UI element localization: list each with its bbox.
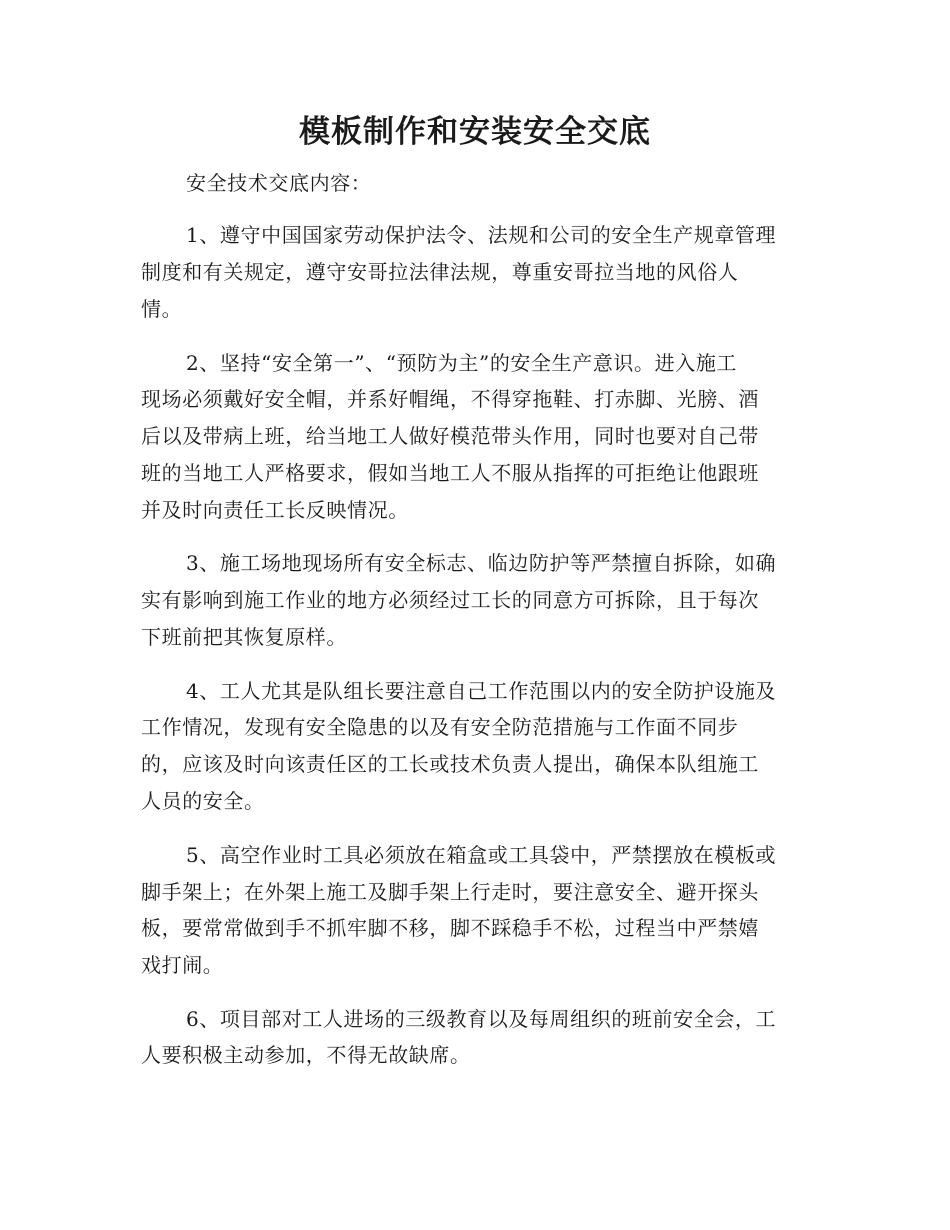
- item-5-line-2: 脚手架上；在外架上施工及脚手架上行走时，要注意安全、避开探头: [141, 880, 759, 904]
- item-4-line-3: 的，应该及时向该责任区的工长或技术负责人提出，确保本队组施工: [141, 752, 759, 776]
- item-2-line-3: 后以及带病上班，给当地工人做好模范带头作用，同时也要对自己带: [141, 424, 759, 448]
- item-1-line-2: 制度和有关规定，遵守安哥拉法律法规，尊重安哥拉当地的风俗人: [141, 260, 739, 284]
- item-2-line-2: 现场必须戴好安全帽，并系好帽绳，不得穿拖鞋、打赤脚、光膀、酒: [141, 387, 759, 411]
- intro-text: 安全技术交底内容：: [186, 171, 372, 195]
- item-2-line-5: 并及时向责任工长反映情况。: [141, 498, 409, 522]
- item-3-line-1: 3、施工场地现场所有安全标志、临边防护等严禁擅自拆除，如确: [186, 551, 777, 575]
- item-5-line-3: 板，要常常做到手不抓牢脚不移，脚不踩稳手不松，过程当中严禁嬉: [141, 916, 759, 940]
- document-title: 模板制作和安装安全交底: [299, 114, 651, 150]
- item-3-line-3: 下班前把其恢复原样。: [141, 625, 347, 649]
- item-4-line-1: 4、工人尤其是队组长要注意自己工作范围以内的安全防护设施及: [186, 679, 777, 703]
- item-4-line-2: 工作情况，发现有安全隐患的以及有安全防范措施与工作面不同步: [141, 715, 739, 739]
- item-1-line-1: 1、遵守中国国家劳动保护法令、法规和公司的安全生产规章管理: [186, 223, 777, 247]
- item-2-line-1: 2、坚持“安全第一”、“预防为主”的安全生产意识。进入施工: [186, 351, 738, 375]
- item-6-line-1: 6、项目部对工人进场的三级教育以及每周组织的班前安全会，工: [186, 1007, 777, 1031]
- item-5-line-1: 5、高空作业时工具必须放在箱盒或工具袋中，严禁摆放在模板或: [186, 843, 777, 867]
- item-1-line-3: 情。: [141, 297, 183, 321]
- item-3-line-2: 实有影响到施工作业的地方必须经过工长的同意方可拆除，且于每次: [141, 588, 759, 612]
- item-5-line-4: 戏打闹。: [141, 953, 224, 977]
- item-4-line-4: 人员的安全。: [141, 789, 265, 813]
- item-6-line-2: 人要积极主动参加，不得无故缺席。: [141, 1043, 471, 1067]
- item-2-line-4: 班的当地工人严格要求，假如当地工人不服从指挥的可拒绝让他跟班: [141, 461, 759, 485]
